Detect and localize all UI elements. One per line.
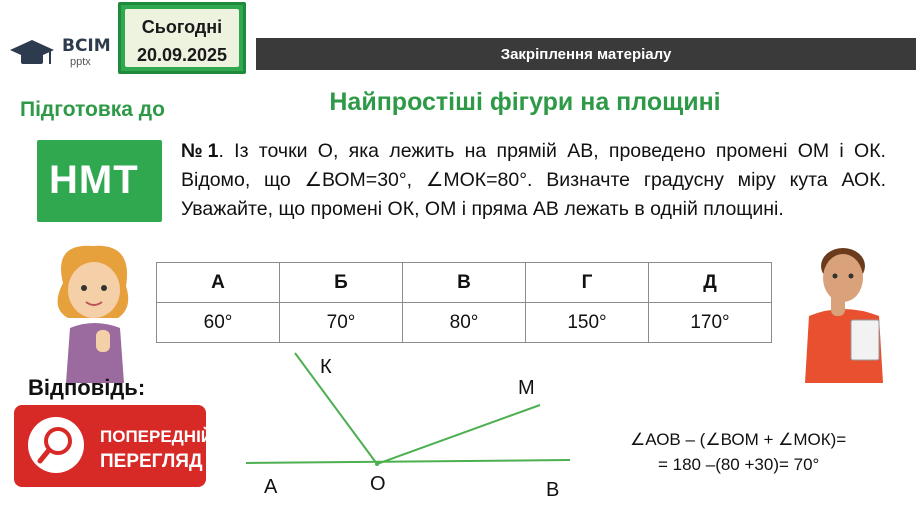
option-letter: Г [526, 263, 649, 303]
nmt-badge-text: НМТ [49, 158, 139, 202]
option-letter: Д [649, 263, 772, 303]
option-value: 80° [403, 303, 526, 343]
line-ab [246, 460, 570, 463]
option-value: 150° [526, 303, 649, 343]
graduation-cap-icon [8, 34, 58, 74]
header-title: Закріплення матеріалу [500, 45, 672, 63]
preview-button[interactable] [14, 405, 214, 487]
header-bar [256, 38, 916, 70]
logo-sub: pptx [70, 56, 91, 68]
option-letter: А [157, 263, 280, 303]
label-k: К [320, 356, 332, 378]
nmt-badge [37, 140, 162, 222]
boy-illustration [795, 238, 905, 383]
option-letter: В [403, 263, 526, 303]
girl-illustration [38, 238, 148, 383]
ray-ok [295, 353, 377, 464]
option-letter: Б [280, 263, 403, 303]
label-m: М [518, 377, 535, 399]
vsim-logo [8, 34, 118, 74]
problem-body: . Із точки О, яка лежить на прямій АВ, проведено промені ОМ і ОК. Відомо, що ∠ВОМ=30°, ∠МОК=80°. Визначте градусну міру кута АОК. Уважайте, що промені ОК, ОМ і пряма АВ лежать в одній площині. [181, 140, 886, 220]
answer-options-table [156, 262, 772, 343]
date-label: Сьогодні [141, 17, 223, 37]
point-o [375, 462, 379, 466]
solution-line2: = 180 –(80 +30)= 70° [658, 455, 820, 474]
option-value: 170° [649, 303, 772, 343]
nmt-caption: Підготовка до [20, 98, 165, 121]
label-a: А [264, 476, 278, 498]
angle-figure [240, 345, 580, 505]
date-box [118, 2, 246, 74]
problem-number: №1 [181, 140, 219, 162]
magnifier-icon [28, 417, 84, 473]
preview-line1: ПОПЕРЕДНІЙ [100, 427, 214, 446]
solution-line1: ∠АОВ – (∠ВОМ + ∠МОК)= [630, 430, 847, 449]
option-value: 70° [280, 303, 403, 343]
answer-label: Відповідь: [28, 375, 146, 400]
ray-om [377, 405, 540, 464]
option-value: 60° [157, 303, 280, 343]
label-b: В [546, 479, 560, 501]
problem-text [181, 137, 886, 224]
date-value: 20.09.2025 [136, 45, 228, 65]
logo-name: ВСІМ [62, 36, 111, 56]
label-o: О [370, 473, 386, 495]
page-title: Найпростіші фігури на площині [329, 88, 721, 116]
preview-line2: ПЕРЕГЛЯД [100, 451, 203, 472]
